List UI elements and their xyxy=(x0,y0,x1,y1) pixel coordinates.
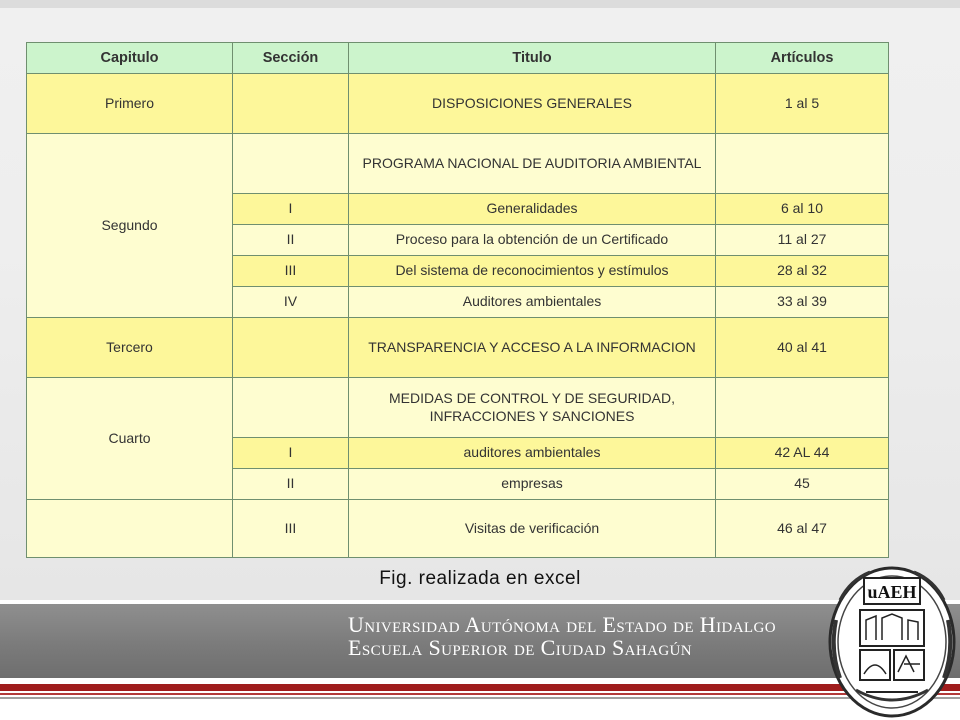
cell-capitulo: Cuarto xyxy=(27,378,233,500)
university-name: Universidad Autónoma del Estado de Hidalgo xyxy=(348,612,776,637)
footer-gray-line xyxy=(0,697,960,699)
cell-titulo: auditores ambientales xyxy=(349,438,716,469)
cell-titulo: Proceso para la obtención de un Certificado xyxy=(349,225,716,256)
titulo-line-2: INFRACCIONES Y SANCIONES xyxy=(429,407,635,424)
cell-seccion xyxy=(233,134,349,194)
header-seccion: Sección xyxy=(233,43,349,74)
cell-articulos: 11 al 27 xyxy=(716,225,889,256)
cell-articulos: 1 al 5 xyxy=(716,74,889,134)
table-row xyxy=(27,378,889,438)
cell-capitulo xyxy=(27,500,233,558)
cell-seccion: II xyxy=(233,469,349,500)
cell-titulo: Visitas de verificación xyxy=(349,500,716,558)
titulo-line-1: MEDIDAS DE CONTROL Y DE SEGURIDAD, xyxy=(388,390,675,406)
footer-red-line xyxy=(0,684,960,691)
cell-titulo: TRANSPARENCIA Y ACCESO A LA INFORMACION xyxy=(349,318,716,378)
figure-caption: Fig. realizada en excel xyxy=(379,568,581,589)
cell-articulos xyxy=(716,134,889,194)
cell-titulo xyxy=(349,378,716,438)
cell-seccion: II xyxy=(233,225,349,256)
table-row xyxy=(27,74,889,134)
cell-titulo: empresas xyxy=(349,469,716,500)
cell-seccion xyxy=(233,318,349,378)
cell-seccion: IV xyxy=(233,287,349,318)
cell-seccion: I xyxy=(233,438,349,469)
cell-titulo: Auditores ambientales xyxy=(349,287,716,318)
cell-titulo: DISPOSICIONES GENERALES xyxy=(349,74,716,134)
cell-seccion: I xyxy=(233,194,349,225)
cell-titulo: Del sistema de reconocimientos y estímulos xyxy=(349,256,716,287)
footer-red-line-thin xyxy=(0,693,960,695)
cell-articulos: 28 al 32 xyxy=(716,256,889,287)
header-capitulo: Capitulo xyxy=(27,43,233,74)
cell-articulos: 42 AL 44 xyxy=(716,438,889,469)
header-titulo: Titulo xyxy=(349,43,716,74)
cell-articulos: 40 al 41 xyxy=(716,318,889,378)
cell-seccion: III xyxy=(233,256,349,287)
table-row xyxy=(27,134,889,194)
cell-articulos: 6 al 10 xyxy=(716,194,889,225)
cell-articulos: 45 xyxy=(716,469,889,500)
cell-articulos: 46 al 47 xyxy=(716,500,889,558)
cell-capitulo: Segundo xyxy=(27,134,233,318)
cell-seccion xyxy=(233,378,349,438)
cell-articulos xyxy=(716,378,889,438)
table-header-row xyxy=(27,43,889,74)
table-row xyxy=(27,318,889,378)
logo-text: uAEH xyxy=(867,582,917,602)
cell-seccion: III xyxy=(233,500,349,558)
uaeh-seal-icon xyxy=(826,560,958,718)
header-articulos: Artículos xyxy=(716,43,889,74)
cell-capitulo: Primero xyxy=(27,74,233,134)
cell-articulos: 33 al 39 xyxy=(716,287,889,318)
top-strip xyxy=(0,0,960,8)
cell-titulo: Generalidades xyxy=(349,194,716,225)
cell-seccion xyxy=(233,74,349,134)
cell-titulo: PROGRAMA NACIONAL DE AUDITORIA AMBIENTAL xyxy=(349,134,716,194)
table-row xyxy=(27,500,889,558)
school-name: Escuela Superior de Ciudad Sahagún xyxy=(348,635,693,660)
chapters-table xyxy=(26,42,889,558)
cell-capitulo: Tercero xyxy=(27,318,233,378)
